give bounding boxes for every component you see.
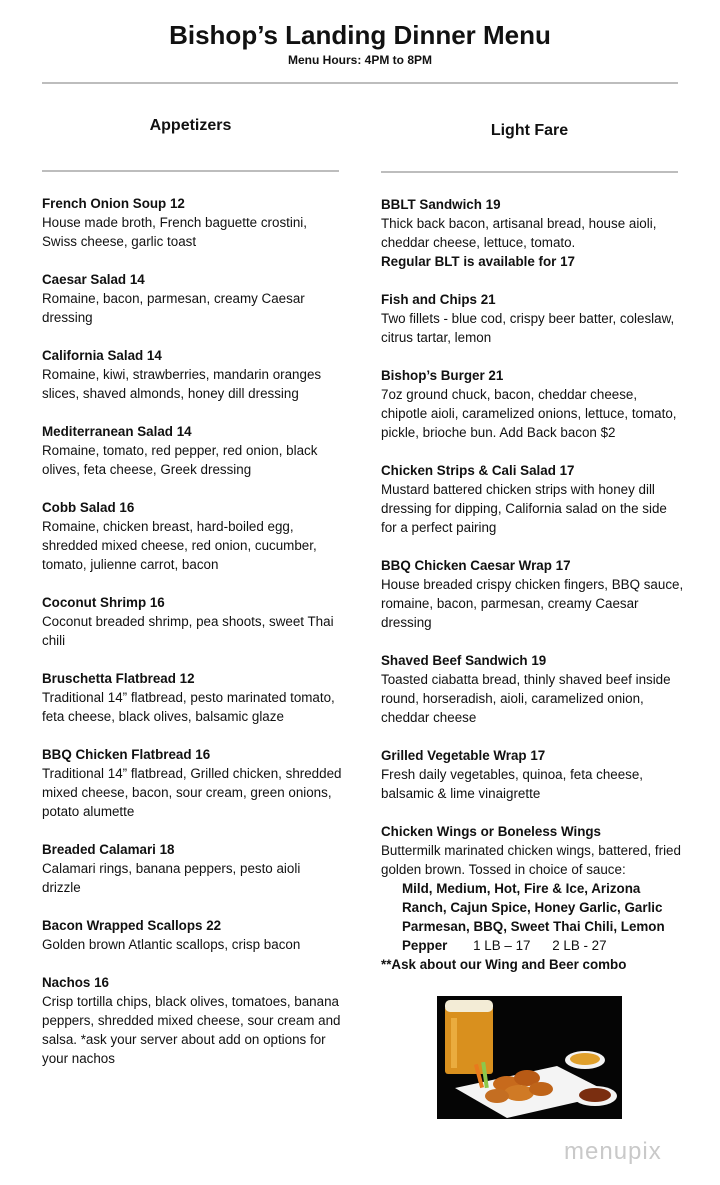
menu-item: [42, 422, 342, 479]
menu-item: [42, 194, 342, 251]
item-title: Cobb Salad 16: [42, 500, 135, 515]
menu-item: [42, 498, 342, 574]
menu-item: [42, 270, 342, 327]
wing-size-1lb: 1 LB – 17: [473, 938, 531, 953]
item-description: Romaine, tomato, red pepper, red onion, black olives, feta cheese, Greek dressing: [42, 443, 318, 477]
item-title: French Onion Soup 12: [42, 196, 185, 211]
item-title: Fish and Chips 21: [381, 292, 496, 307]
item-description: Coconut breaded shrimp, pea shoots, sweet Thai chili: [42, 614, 334, 648]
item-description: Fresh daily vegetables, quinoa, feta cheese, balsamic & lime vinaigrette: [381, 767, 644, 801]
item-title: Caesar Salad 14: [42, 272, 145, 287]
appetizers-heading: Appetizers: [149, 117, 232, 134]
item-title: Chicken Strips & Cali Salad 17: [381, 463, 575, 478]
item-title: Mediterranean Salad 14: [42, 424, 192, 439]
item-description: Golden brown Atlantic scallops, crisp bacon: [42, 937, 301, 952]
menu-item: [381, 290, 686, 347]
item-title: Bruschetta Flatbread 12: [42, 671, 195, 686]
bblt-note: Regular BLT is available for 17: [381, 254, 575, 269]
wing-sauces: Mild, Medium, Hot, Fire & Ice, Arizona Ranch, Cajun Spice, Honey Garlic, Garlic Parmesan, BBQ, Sweet Thai Chili, Lemon Pepper: [402, 881, 665, 953]
item-description: Romaine, kiwi, strawberries, mandarin oranges slices, shaved almonds, honey dill dressing: [42, 367, 322, 401]
item-title: Bishop’s Burger 21: [381, 368, 504, 383]
menu-item: [42, 745, 342, 821]
wing-sauce-list: [381, 879, 686, 955]
menu-item: [381, 651, 686, 727]
menu-item: [42, 593, 342, 650]
menu-title: Bishop’s Landing Dinner Menu: [169, 20, 551, 50]
item-description: Calamari rings, banana peppers, pesto aioli drizzle: [42, 861, 301, 895]
menu-item: [42, 346, 342, 403]
header-divider: [42, 82, 678, 84]
item-description: Thick back bacon, artisanal bread, house aioli, cheddar cheese, lettuce, tomato.: [381, 216, 657, 250]
item-description: 7oz ground chuck, bacon, cheddar cheese, chipotle aioli, caramelized onions, lettuce, tomato, pickle, brioche bun. Add Back bacon $2: [381, 387, 677, 440]
menu-item: [381, 822, 686, 974]
item-description: Traditional 14” flatbread, Grilled chicken, shredded mixed cheese, bacon, sour cream, green onions, potato alumette: [42, 766, 342, 819]
item-description: Buttermilk marinated chicken wings, battered, fried golden brown. Tossed in choice of sauce:: [381, 843, 681, 877]
item-title: Nachos 16: [42, 975, 109, 990]
appetizers-divider: [42, 170, 339, 172]
menu-item: [42, 916, 342, 954]
light-fare-column: [381, 195, 686, 974]
item-title: BBQ Chicken Caesar Wrap 17: [381, 558, 571, 573]
appetizers-column: [42, 194, 342, 1087]
menu-item: [42, 669, 342, 726]
item-description: Mustard battered chicken strips with honey dill dressing for dipping, California salad on the side for a perfect pairing: [381, 482, 667, 535]
light-fare-heading: Light Fare: [490, 122, 569, 139]
menu-item: [42, 840, 342, 897]
wing-combo-note: **Ask about our Wing and Beer combo: [381, 957, 627, 972]
item-title: BBQ Chicken Flatbread 16: [42, 747, 211, 762]
menu-item: [381, 461, 686, 537]
item-title: Grilled Vegetable Wrap 17: [381, 748, 546, 763]
item-description: Romaine, bacon, parmesan, creamy Caesar dressing: [42, 291, 305, 325]
item-description: House breaded crispy chicken fingers, BBQ sauce, romaine, bacon, parmesan, creamy Caesar dressing: [381, 577, 684, 630]
wings-beer-photo: [437, 996, 622, 1119]
item-title: Bacon Wrapped Scallops 22: [42, 918, 222, 933]
item-description: Toasted ciabatta bread, thinly shaved beef inside round, horseradish, aioli, caramelized onion, cheddar cheese: [381, 672, 671, 725]
item-title: BBLT Sandwich 19: [381, 197, 501, 212]
wings-beer-illustration: [437, 996, 622, 1119]
item-title: Shaved Beef Sandwich 19: [381, 653, 547, 668]
light-fare-divider: [381, 171, 678, 173]
item-description: Two fillets - blue cod, crispy beer batter, coleslaw, citrus tartar, lemon: [381, 311, 675, 345]
item-description: Crisp tortilla chips, black olives, tomatoes, banana peppers, shredded mixed cheese, sour cream and salsa. *ask your server about add on options for your nachos: [42, 994, 341, 1066]
item-description: House made broth, French baguette crostini, Swiss cheese, garlic toast: [42, 215, 307, 249]
item-title: Coconut Shrimp 16: [42, 595, 165, 610]
wing-size-2lb: 2 LB - 27: [552, 938, 607, 953]
item-title: Chicken Wings or Boneless Wings: [381, 824, 601, 839]
menu-item: [381, 366, 686, 442]
menu-item: [381, 556, 686, 632]
item-description: Romaine, chicken breast, hard-boiled egg, shredded mixed cheese, red onion, cucumber, tomato, julienne carrot, bacon: [42, 519, 317, 572]
menu-item: [381, 746, 686, 803]
item-title: Breaded Calamari 18: [42, 842, 175, 857]
menupix-watermark: menupix: [564, 1138, 662, 1165]
menu-hours: Menu Hours: 4PM to 8PM: [287, 53, 432, 67]
menu-item: [381, 195, 686, 271]
menu-item: [42, 973, 342, 1068]
item-description: Traditional 14” flatbread, pesto marinated tomato, feta cheese, black olives, balsamic glaze: [42, 690, 335, 724]
item-title: California Salad 14: [42, 348, 162, 363]
